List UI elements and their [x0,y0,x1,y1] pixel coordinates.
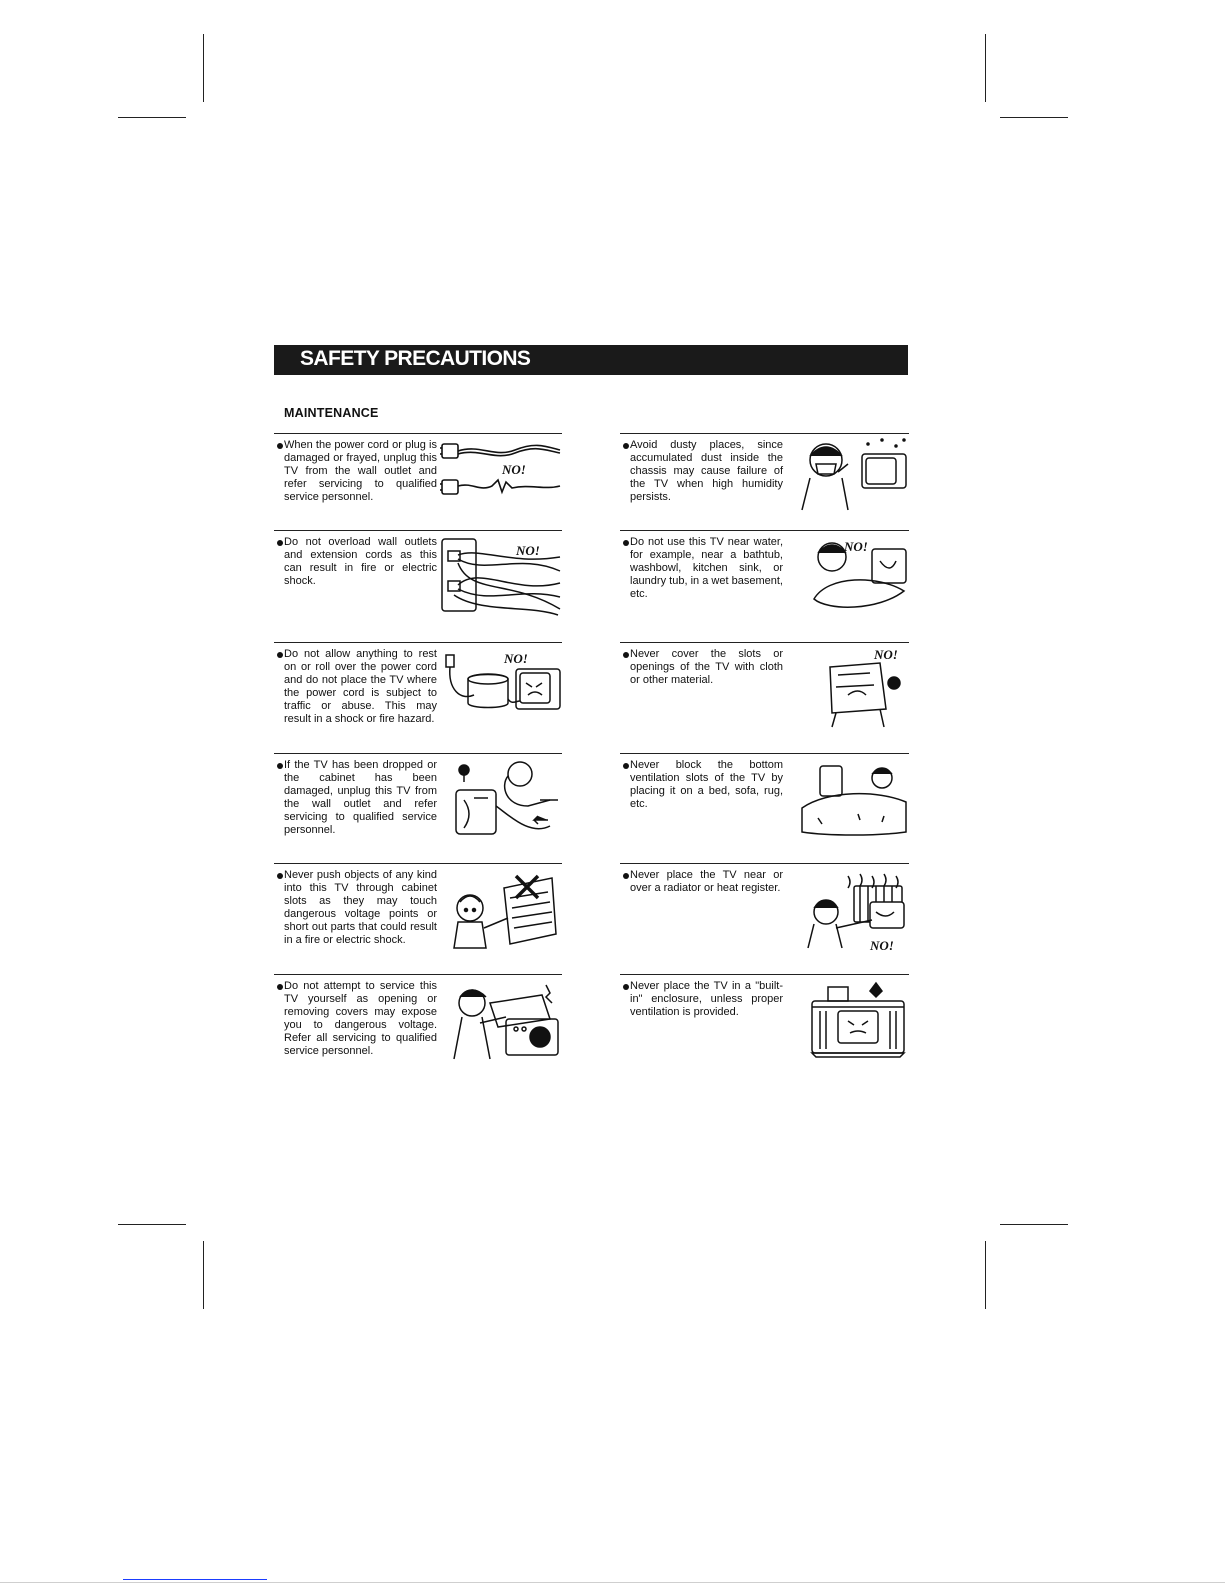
no-mark: NO! [870,938,894,952]
dusty-tv-icon [798,436,910,512]
crop-mark [203,1241,204,1309]
list-item [274,753,562,858]
item-text: When the power cord or plug is damaged or frayed, unplug this TV from the wall outlet and refer servicing to qualified service personnel. [284,439,437,503]
tv-near-water-icon [808,535,910,617]
footer-rule [0,1582,1225,1583]
item-text: If the TV has been dropped or the cabinet has been damaged, unplug this TV from the wall outlet and refer servicing to qualified service personnel. [284,759,437,836]
list-item [620,863,909,968]
no-mark: NO! [516,543,540,558]
item-text: Never place the TV near or over a radiator or heat register. [630,869,783,894]
list-item [274,433,562,524]
bullet [277,540,283,546]
item-text: Never block the bottom ventilation slots of the TV by placing it on a bed, sofa, rug, etc. [630,759,783,810]
bullet [623,443,629,449]
list-item [274,863,562,968]
no-mark: NO! [874,647,898,662]
tv-near-radiator-icon [800,866,910,952]
page-title: SAFETY PRECAUTIONS [300,347,531,370]
list-item [620,530,909,635]
list-item [620,753,909,858]
no-mark: NO! [844,539,868,554]
item-text: Avoid dusty places, since accumulated dust inside the chassis may cause failure of the TV when high humidity persists. [630,439,783,503]
item-text: Never cover the slots or openings of the TV with cloth or other material. [630,648,783,686]
no-mark: NO! [502,462,526,477]
crop-mark [203,34,204,102]
bullet [277,873,283,879]
bullet [623,984,629,990]
item-text: Do not allow anything to rest on or roll over the power cord and do not place the TV where the power cord is subject to traffic or abuse. This may result in a shock or fire hazard. [284,648,437,725]
tv-in-cabinet-icon [808,977,908,1059]
covered-tv-icon [818,647,910,729]
bullet [623,763,629,769]
list-item [274,530,562,635]
crop-mark [118,1224,186,1225]
crop-mark [985,1241,986,1309]
item-text: Never push objects of any kind into this TV through cabinet slots as they may touch dangerous voltage points or short out parts that could result in a fire or electric shock. [284,869,437,946]
bullet [623,540,629,546]
overloaded-outlet-icon [440,535,562,617]
self-service-icon [446,979,562,1061]
object-in-slot-icon [444,868,562,952]
list-item [274,642,562,747]
list-item [620,974,909,1079]
list-item [620,433,909,524]
item-text: Do not use this TV near water, for example, near a bathtub, washbowl, kitchen sink, or laundry tub, in a wet basement, etc. [630,536,783,600]
crop-mark [1000,117,1068,118]
item-text: Do not attempt to service this TV yourself as opening or removing covers may expose you to dangerous voltage. Refer all servicing to qualified service personnel. [284,980,437,1057]
bullet [277,763,283,769]
frayed-cord-icon [440,436,562,506]
tv-on-bed-icon [798,762,910,840]
list-item [620,642,909,747]
bullet [277,984,283,990]
bullet [277,652,283,658]
crop-mark [985,34,986,102]
cord-under-object-icon [440,649,562,719]
page-title-banner [274,345,908,375]
item-text: Do not overload wall outlets and extension cords as this can result in fire or electric shock. [284,536,437,587]
bullet [623,873,629,879]
no-mark: NO! [504,651,528,666]
list-item [274,974,562,1079]
bullet [277,443,283,449]
section-heading: MAINTENANCE [284,406,379,420]
item-text: Never place the TV in a "built-in" enclosure, unless proper ventilation is provided. [630,980,783,1018]
dropped-tv-icon [450,756,562,840]
bullet [623,652,629,658]
crop-mark [118,117,186,118]
footer-link-underline [123,1579,267,1580]
crop-mark [1000,1224,1068,1225]
